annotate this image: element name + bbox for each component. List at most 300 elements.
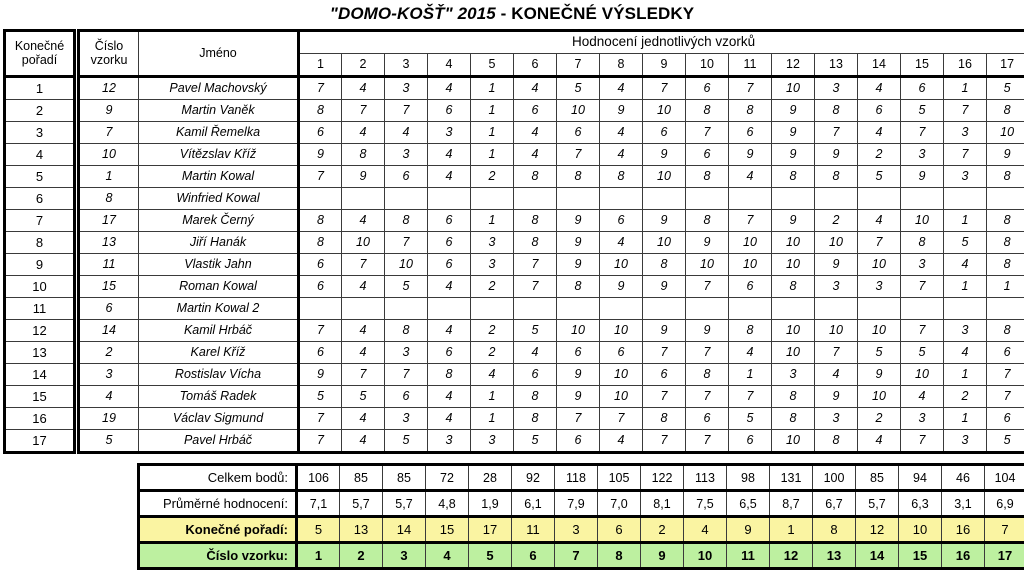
- cell-score: 5: [901, 342, 944, 364]
- cell-score: 3: [944, 320, 987, 342]
- header-sample-col-1: 1: [299, 54, 342, 77]
- cell-score: 7: [643, 342, 686, 364]
- summary-cell-sample-number: 4: [426, 543, 469, 569]
- cell-score: 3: [858, 276, 901, 298]
- cell-score: 8: [643, 254, 686, 276]
- summary-cell-average: 3,1: [942, 491, 985, 517]
- cell-score: 5: [858, 342, 901, 364]
- cell-score: 8: [815, 100, 858, 122]
- cell-final-rank: 3: [5, 122, 75, 144]
- summary-cell-sample-number: 12: [770, 543, 813, 569]
- cell-score: 3: [815, 408, 858, 430]
- cell-score: 10: [901, 364, 944, 386]
- cell-score: [729, 298, 772, 320]
- table-row[interactable]: [5, 408, 1024, 430]
- cell-score: 4: [342, 320, 385, 342]
- table-row[interactable]: [5, 342, 1024, 364]
- cell-score: 10: [600, 320, 643, 342]
- table-row[interactable]: [5, 77, 1024, 100]
- cell-score: 8: [686, 364, 729, 386]
- cell-score: 10: [342, 232, 385, 254]
- cell-score: 8: [686, 166, 729, 188]
- cell-name: Martin Vaněk: [139, 100, 299, 122]
- summary-cell-sample-number: 14: [856, 543, 899, 569]
- summary-cell-final-rank: 2: [641, 517, 684, 543]
- cell-score: 7: [686, 430, 729, 453]
- table-row[interactable]: [5, 364, 1024, 386]
- cell-score: 9: [342, 166, 385, 188]
- cell-score: 4: [342, 276, 385, 298]
- summary-label-average: Průměrné hodnocení:: [139, 491, 297, 517]
- page-title-rest: - KONEČNÉ VÝSLEDKY: [495, 4, 695, 23]
- cell-score: 10: [901, 210, 944, 232]
- cell-score: 7: [342, 254, 385, 276]
- summary-cell-sample-number: 17: [985, 543, 1024, 569]
- cell-score: 3: [428, 122, 471, 144]
- cell-score: 7: [643, 77, 686, 100]
- cell-score: 3: [815, 77, 858, 100]
- header-sample-number: [79, 31, 139, 77]
- summary-cell-sample-number: 7: [555, 543, 598, 569]
- cell-score: 2: [858, 144, 901, 166]
- cell-final-rank: 4: [5, 144, 75, 166]
- cell-score: 6: [557, 430, 600, 453]
- summary-cell-total: 92: [512, 465, 555, 491]
- cell-score: 7: [901, 276, 944, 298]
- cell-score: 7: [600, 408, 643, 430]
- cell-score: 9: [557, 364, 600, 386]
- summary-cell-total: 100: [813, 465, 856, 491]
- summary-label-total: Celkem bodů:: [139, 465, 297, 491]
- header-sample-col-8: 8: [600, 54, 643, 77]
- cell-score: 8: [987, 100, 1024, 122]
- summary-cell-average: 6,1: [512, 491, 555, 517]
- cell-score: 3: [944, 166, 987, 188]
- header-sample-number-line1: Číslo: [94, 39, 124, 54]
- cell-final-rank: 9: [5, 254, 75, 276]
- summary-cell-total: 118: [555, 465, 598, 491]
- cell-score: 8: [514, 210, 557, 232]
- summary-cell-average: 5,7: [383, 491, 426, 517]
- summary-cell-total: 94: [899, 465, 942, 491]
- cell-score: 7: [557, 408, 600, 430]
- cell-score: 6: [428, 342, 471, 364]
- summary-cell-total: 122: [641, 465, 684, 491]
- summary-cell-average: 7,0: [598, 491, 641, 517]
- cell-score: 6: [858, 100, 901, 122]
- cell-score: 9: [815, 254, 858, 276]
- table-row[interactable]: [5, 320, 1024, 342]
- summary-cell-sample-number: 5: [469, 543, 512, 569]
- summary-cell-average: 6,9: [985, 491, 1024, 517]
- cell-score: 8: [815, 166, 858, 188]
- header-sample-col-5: 5: [471, 54, 514, 77]
- cell-score: 6: [987, 408, 1024, 430]
- cell-score: 5: [514, 430, 557, 453]
- cell-score: 9: [557, 232, 600, 254]
- cell-score: 9: [772, 210, 815, 232]
- cell-score: 7: [299, 408, 342, 430]
- cell-score: 4: [600, 430, 643, 453]
- header-sample-col-17: 17: [987, 54, 1024, 77]
- cell-score: 10: [772, 320, 815, 342]
- cell-score: 10: [858, 320, 901, 342]
- cell-score: 7: [385, 100, 428, 122]
- cell-score: 3: [385, 408, 428, 430]
- header-sample-col-12: 12: [772, 54, 815, 77]
- header-final-rank-line1: Konečné: [14, 39, 65, 54]
- summary-cell-final-rank: 11: [512, 517, 555, 543]
- cell-score: [901, 188, 944, 210]
- cell-score: [858, 188, 901, 210]
- cell-score: 4: [342, 210, 385, 232]
- cell-score: 1: [944, 364, 987, 386]
- cell-final-rank: 12: [5, 320, 75, 342]
- cell-score: 1: [987, 276, 1024, 298]
- cell-score: 8: [385, 210, 428, 232]
- cell-score: 6: [729, 122, 772, 144]
- cell-sample-number: 8: [79, 188, 139, 210]
- cell-score: 2: [471, 166, 514, 188]
- summary-cell-total: 85: [856, 465, 899, 491]
- cell-score: 10: [600, 254, 643, 276]
- cell-final-rank: 10: [5, 276, 75, 298]
- cell-score: 9: [557, 210, 600, 232]
- summary-row-final-rank: [139, 517, 1024, 543]
- cell-score: 4: [342, 77, 385, 100]
- cell-score: 6: [643, 364, 686, 386]
- cell-score: 10: [772, 254, 815, 276]
- table-row[interactable]: [5, 276, 1024, 298]
- cell-score: 8: [987, 254, 1024, 276]
- cell-score: 6: [557, 342, 600, 364]
- cell-score: 5: [299, 386, 342, 408]
- cell-score: 2: [858, 408, 901, 430]
- summary-cell-final-rank: 9: [727, 517, 770, 543]
- summary-cell-sample-number: 13: [813, 543, 856, 569]
- table-row[interactable]: [5, 122, 1024, 144]
- table-row[interactable]: [5, 298, 1024, 320]
- cell-final-rank: 8: [5, 232, 75, 254]
- cell-score: 7: [299, 430, 342, 453]
- summary-cell-total: 28: [469, 465, 512, 491]
- cell-sample-number: 9: [79, 100, 139, 122]
- cell-sample-number: 12: [79, 77, 139, 100]
- cell-final-rank: 5: [5, 166, 75, 188]
- cell-score: 9: [815, 386, 858, 408]
- cell-score: 3: [901, 144, 944, 166]
- cell-score: 10: [643, 232, 686, 254]
- cell-score: 7: [643, 386, 686, 408]
- summary-cell-final-rank: 16: [942, 517, 985, 543]
- header-final-rank: [5, 31, 75, 77]
- header-sample-col-14: 14: [858, 54, 901, 77]
- page-title-quoted: "DOMO-KOŠŤ" 2015: [329, 4, 496, 23]
- cell-final-rank: 15: [5, 386, 75, 408]
- cell-score: 8: [772, 408, 815, 430]
- summary-cell-final-rank: 5: [297, 517, 340, 543]
- cell-score: 5: [901, 100, 944, 122]
- cell-score: 4: [944, 342, 987, 364]
- cell-score: [944, 188, 987, 210]
- summary-cell-total: 104: [985, 465, 1024, 491]
- table-row[interactable]: [5, 166, 1024, 188]
- cell-score: 8: [901, 232, 944, 254]
- cell-score: 4: [600, 122, 643, 144]
- cell-score: 6: [428, 100, 471, 122]
- cell-score: 4: [428, 408, 471, 430]
- cell-score: 1: [944, 276, 987, 298]
- table-row[interactable]: [5, 386, 1024, 408]
- cell-score: 10: [858, 254, 901, 276]
- cell-score: 2: [944, 386, 987, 408]
- cell-score: 2: [471, 342, 514, 364]
- cell-score: 4: [514, 122, 557, 144]
- cell-score: 3: [901, 254, 944, 276]
- cell-sample-number: 17: [79, 210, 139, 232]
- table-row[interactable]: [5, 188, 1024, 210]
- cell-score: 8: [729, 320, 772, 342]
- cell-name: Rostislav Vícha: [139, 364, 299, 386]
- table-row[interactable]: [5, 100, 1024, 122]
- header-sample-col-13: 13: [815, 54, 858, 77]
- cell-score: 4: [729, 166, 772, 188]
- cell-score: [815, 298, 858, 320]
- cell-score: 8: [342, 144, 385, 166]
- summary-cell-average: 8,7: [770, 491, 813, 517]
- cell-score: 6: [299, 342, 342, 364]
- cell-score: [944, 298, 987, 320]
- cell-score: 8: [686, 210, 729, 232]
- summary-cell-final-rank: 8: [813, 517, 856, 543]
- cell-score: 9: [557, 386, 600, 408]
- cell-score: 8: [514, 408, 557, 430]
- cell-score: 1: [944, 210, 987, 232]
- cell-score: 10: [772, 77, 815, 100]
- cell-score: 6: [428, 210, 471, 232]
- cell-score: 9: [299, 364, 342, 386]
- cell-score: 1: [471, 122, 514, 144]
- header-name: Jméno: [139, 31, 299, 77]
- cell-score: 8: [557, 166, 600, 188]
- summary-cell-final-rank: 1: [770, 517, 813, 543]
- cell-score: 1: [471, 408, 514, 430]
- cell-score: 7: [901, 122, 944, 144]
- cell-score: [342, 298, 385, 320]
- cell-score: 5: [385, 276, 428, 298]
- header-final-rank-line2: pořadí: [21, 52, 58, 67]
- summary-cell-total: 98: [727, 465, 770, 491]
- table-row[interactable]: [5, 144, 1024, 166]
- cell-score: 4: [342, 430, 385, 453]
- cell-name: Jiří Hanák: [139, 232, 299, 254]
- cell-score: 8: [299, 100, 342, 122]
- cell-score: [729, 188, 772, 210]
- cell-score: 7: [643, 430, 686, 453]
- summary-cell-sample-number: 1: [297, 543, 340, 569]
- summary-cell-average: 7,5: [684, 491, 727, 517]
- cell-score: 9: [686, 232, 729, 254]
- header-sample-col-6: 6: [514, 54, 557, 77]
- cell-score: 7: [557, 144, 600, 166]
- summary-cell-average: 6,5: [727, 491, 770, 517]
- cell-score: 3: [428, 430, 471, 453]
- cell-sample-number: 4: [79, 386, 139, 408]
- summary-cell-total: 72: [426, 465, 469, 491]
- cell-score: 6: [514, 100, 557, 122]
- header-sample-col-4: 4: [428, 54, 471, 77]
- cell-name: Tomáš Radek: [139, 386, 299, 408]
- cell-score: 8: [772, 166, 815, 188]
- cell-score: 6: [428, 232, 471, 254]
- cell-score: 4: [342, 342, 385, 364]
- cell-score: 3: [471, 232, 514, 254]
- summary-cell-total: 46: [942, 465, 985, 491]
- cell-score: 9: [815, 144, 858, 166]
- cell-score: 6: [299, 276, 342, 298]
- cell-final-rank: 17: [5, 430, 75, 453]
- cell-score: 7: [901, 430, 944, 453]
- cell-score: 8: [987, 232, 1024, 254]
- cell-score: 7: [944, 144, 987, 166]
- header-evaluations-group: Hodnocení jednotlivých vzorků: [299, 31, 1024, 54]
- cell-final-rank: 7: [5, 210, 75, 232]
- cell-score: 6: [557, 122, 600, 144]
- cell-score: 7: [514, 276, 557, 298]
- cell-score: 6: [987, 342, 1024, 364]
- page-title: [0, 0, 1024, 29]
- table-row[interactable]: [5, 430, 1024, 453]
- cell-score: 7: [729, 386, 772, 408]
- cell-score: 4: [385, 122, 428, 144]
- cell-score: 4: [600, 144, 643, 166]
- cell-score: 4: [428, 320, 471, 342]
- summary-cell-sample-number: 10: [684, 543, 727, 569]
- cell-score: 7: [815, 342, 858, 364]
- cell-final-rank: 16: [5, 408, 75, 430]
- cell-score: 9: [643, 320, 686, 342]
- cell-sample-number: 13: [79, 232, 139, 254]
- cell-score: 5: [342, 386, 385, 408]
- cell-score: 10: [557, 100, 600, 122]
- cell-score: [299, 298, 342, 320]
- cell-score: [299, 188, 342, 210]
- cell-score: 7: [686, 122, 729, 144]
- summary-cell-total: 113: [684, 465, 727, 491]
- cell-score: 3: [901, 408, 944, 430]
- cell-name: Roman Kowal: [139, 276, 299, 298]
- cell-score: 7: [944, 100, 987, 122]
- summary-cell-sample-number: 2: [340, 543, 383, 569]
- summary-table: [137, 463, 1024, 570]
- cell-score: 4: [901, 386, 944, 408]
- cell-score: 7: [987, 364, 1024, 386]
- cell-score: 8: [772, 386, 815, 408]
- cell-score: 9: [643, 210, 686, 232]
- cell-score: [600, 188, 643, 210]
- cell-score: [901, 298, 944, 320]
- summary-cell-average: 7,1: [297, 491, 340, 517]
- summary-row-total: [139, 465, 1024, 491]
- cell-score: 5: [557, 77, 600, 100]
- cell-score: 8: [299, 232, 342, 254]
- cell-score: 9: [901, 166, 944, 188]
- cell-score: 10: [729, 254, 772, 276]
- summary-cell-average: 1,9: [469, 491, 512, 517]
- cell-score: 8: [514, 166, 557, 188]
- results-table-container: [0, 29, 1024, 454]
- summary-cell-final-rank: 17: [469, 517, 512, 543]
- cell-name: Václav Sigmund: [139, 408, 299, 430]
- cell-score: 9: [858, 364, 901, 386]
- cell-name: Kamil Hrbáč: [139, 320, 299, 342]
- cell-score: 8: [987, 320, 1024, 342]
- cell-name: Kamil Řemelka: [139, 122, 299, 144]
- cell-score: 3: [385, 77, 428, 100]
- cell-score: 1: [471, 100, 514, 122]
- cell-score: 7: [987, 386, 1024, 408]
- summary-cell-sample-number: 9: [641, 543, 684, 569]
- summary-cell-total: 85: [383, 465, 426, 491]
- cell-score: 4: [944, 254, 987, 276]
- cell-score: [385, 188, 428, 210]
- cell-score: 6: [385, 166, 428, 188]
- summary-label-final-rank: Konečné pořadí:: [139, 517, 297, 543]
- summary-cell-final-rank: 6: [598, 517, 641, 543]
- cell-score: 8: [299, 210, 342, 232]
- table-row[interactable]: [5, 254, 1024, 276]
- summary-cell-average: 7,9: [555, 491, 598, 517]
- cell-sample-number: 6: [79, 298, 139, 320]
- cell-score: 7: [342, 100, 385, 122]
- table-row[interactable]: [5, 210, 1024, 232]
- cell-sample-number: 14: [79, 320, 139, 342]
- cell-score: 3: [385, 342, 428, 364]
- summary-cell-average: 4,8: [426, 491, 469, 517]
- cell-score: 7: [385, 364, 428, 386]
- table-row[interactable]: [5, 232, 1024, 254]
- cell-score: [686, 298, 729, 320]
- cell-score: 2: [471, 320, 514, 342]
- summary-cell-average: 6,3: [899, 491, 942, 517]
- cell-name: Winfried Kowal: [139, 188, 299, 210]
- summary-row-sample-number: [139, 543, 1024, 569]
- header-sample-col-11: 11: [729, 54, 772, 77]
- cell-score: 7: [729, 77, 772, 100]
- cell-score: 9: [600, 100, 643, 122]
- cell-score: 4: [428, 386, 471, 408]
- cell-score: 6: [428, 254, 471, 276]
- summary-cell-sample-number: 15: [899, 543, 942, 569]
- summary-cell-total: 131: [770, 465, 813, 491]
- cell-score: 8: [428, 364, 471, 386]
- cell-score: 10: [557, 320, 600, 342]
- cell-score: 8: [643, 408, 686, 430]
- cell-score: 8: [514, 232, 557, 254]
- cell-sample-number: 10: [79, 144, 139, 166]
- cell-score: 1: [471, 144, 514, 166]
- cell-score: 6: [385, 386, 428, 408]
- summary-cell-total: 106: [297, 465, 340, 491]
- cell-score: [514, 188, 557, 210]
- cell-score: 4: [514, 77, 557, 100]
- cell-score: 10: [815, 320, 858, 342]
- cell-score: 10: [772, 430, 815, 453]
- cell-score: 4: [600, 232, 643, 254]
- cell-score: 6: [600, 210, 643, 232]
- cell-score: 5: [729, 408, 772, 430]
- summary-cell-average: 5,7: [340, 491, 383, 517]
